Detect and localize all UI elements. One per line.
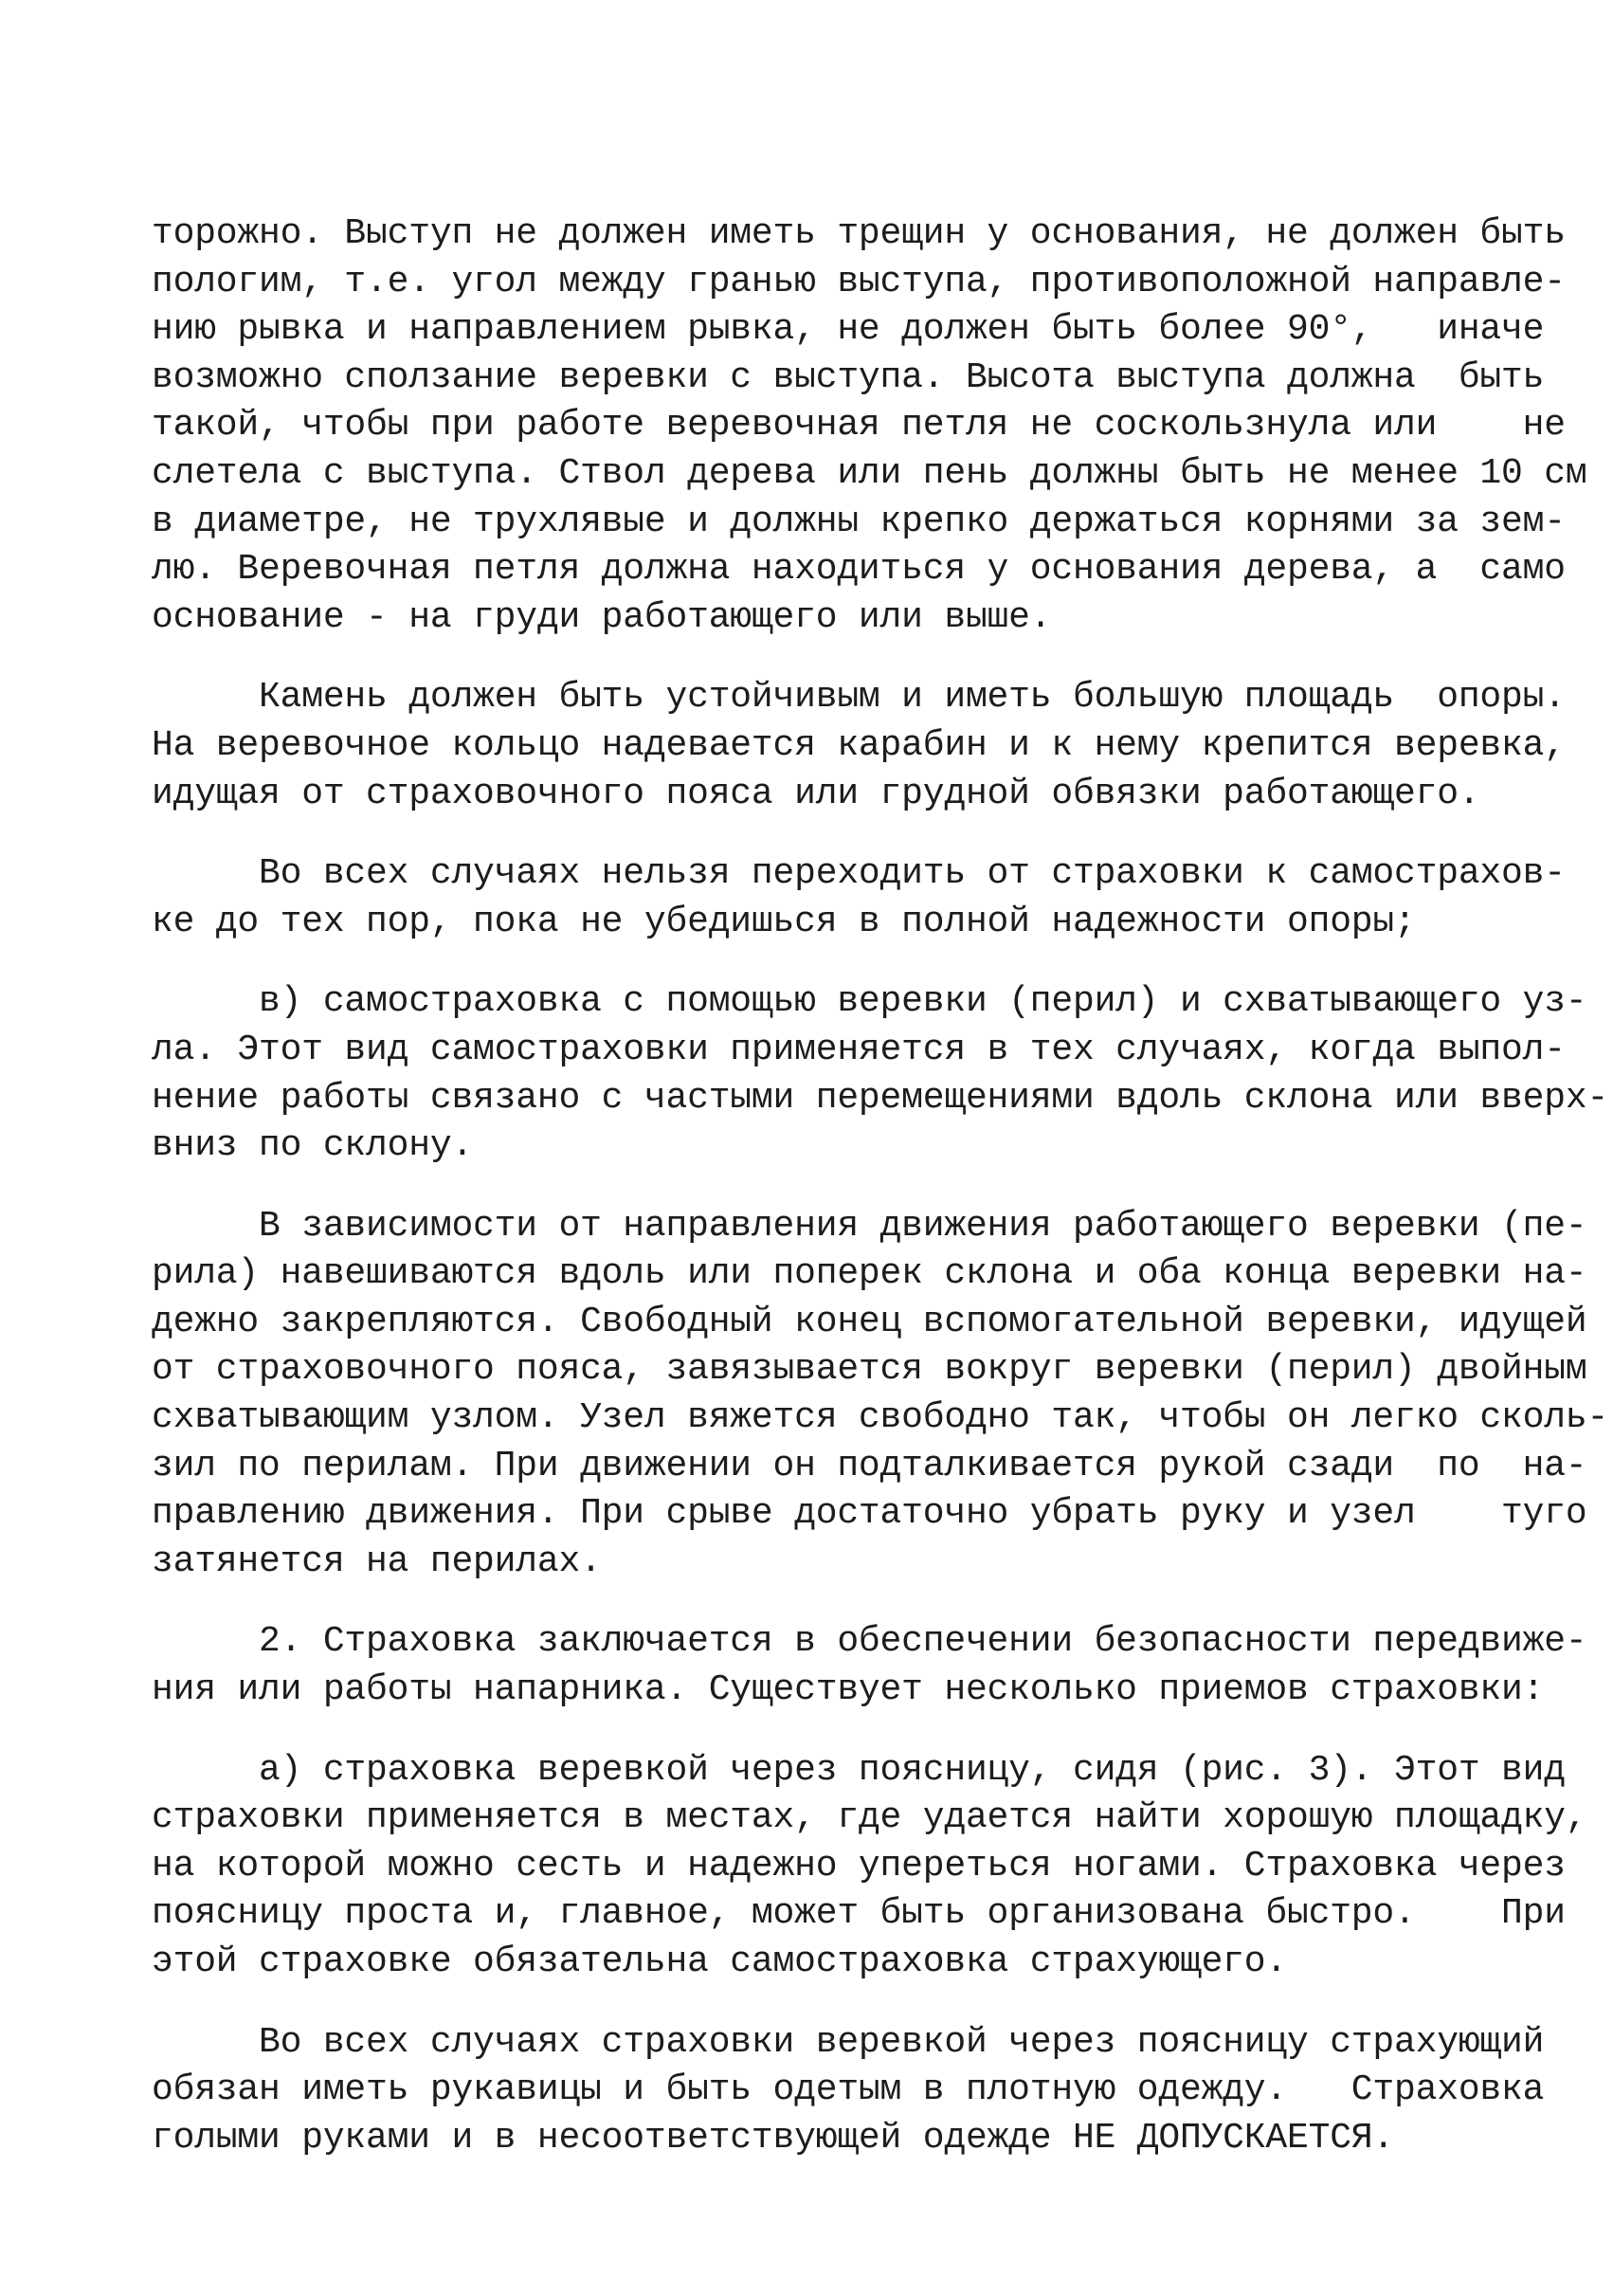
text-line: схватывающим узлом. Узел вяжется свободно так, чтобы он легко сколь- xyxy=(152,1397,1609,1439)
text-line: нию рывка и направлением рывка, не должен быть более 90°, иначе xyxy=(152,309,1545,351)
text-line: основание - на груди работающего или выше. xyxy=(152,596,1052,638)
text-line: рила) навешиваются вдоль или поперек склона и оба конца веревки на- xyxy=(152,1253,1587,1295)
text-line: в диаметре, не трухлявые и должны крепко держаться корнями за зем- xyxy=(152,501,1566,542)
text-line: 2. Страховка заключается в обеспечении безопасности передвиже- xyxy=(152,1621,1587,1663)
text-line: правлению движения. При срыве достаточно убрать руку и узел туго xyxy=(152,1493,1587,1535)
text-line: от страховочного пояса, завязывается вокруг веревки (перил) двойным xyxy=(152,1349,1587,1391)
text-line: ла. Этот вид самостраховки применяется в тех случаях, когда выпол- xyxy=(152,1029,1566,1070)
paragraph-8 xyxy=(152,2019,1545,2163)
text-line: на которой можно сесть и надежно упереться ногами. Страховка через xyxy=(152,1845,1566,1886)
text-line: голыми руками и в несоответствующей одежде НЕ ДОПУСКАЕТСЯ. xyxy=(152,2117,1395,2159)
text-line: В зависимости от направления движения работающего веревки (пе- xyxy=(152,1205,1587,1247)
text-line: в) самостраховка с помощью веревки (перил) и схватывающего уз- xyxy=(152,981,1587,1023)
text-line: страховки применяется в местах, где удается найти хорошую площадку, xyxy=(152,1797,1587,1839)
paragraph-1 xyxy=(152,210,1587,642)
text-line: нение работы связано с частыми перемещениями вдоль склона или вверх- xyxy=(152,1077,1609,1119)
paragraph-7 xyxy=(152,1747,1587,1987)
text-line: На веревочное кольцо надевается карабин и к нему крепится веревка, xyxy=(152,724,1566,766)
paragraph-2 xyxy=(152,674,1566,818)
text-line: слетела с выступа. Ствол дерева или пень должны быть не менее 10 см xyxy=(152,452,1587,494)
text-line: ния или работы напарника. Существует несколько приемов страховки: xyxy=(152,1669,1545,1711)
text-line: Камень должен быть устойчивым и иметь большую площадь опоры. xyxy=(152,677,1566,719)
text-line: ке до тех пор, пока не убедишься в полной надежности опоры; xyxy=(152,901,1416,942)
paragraph-4 xyxy=(152,978,1609,1170)
text-line: идущая от страховочного пояса или грудной обвязки работающего. xyxy=(152,773,1480,814)
text-line: поясницу проста и, главное, может быть организована быстро. При xyxy=(152,1893,1566,1935)
text-line: затянется на перилах. xyxy=(152,1540,602,1582)
text-line: возможно сползание веревки с выступа. Высота выступа должна быть xyxy=(152,356,1545,398)
text-line: Во всех случаях страховки веревкой через поясницу страхующий xyxy=(152,2021,1545,2063)
text-line: этой страховке обязательна самостраховка страхующего. xyxy=(152,1941,1287,1982)
text-line: а) страховка веревкой через поясницу, сидя (рис. 3). Этот вид xyxy=(152,1749,1566,1791)
paragraph-5 xyxy=(152,1203,1609,1587)
text-line: пологим, т.е. угол между гранью выступа, противоположной направле- xyxy=(152,261,1566,302)
paragraph-3 xyxy=(152,850,1566,946)
text-line: зил по перилам. При движении он подталкивается рукой сзади по на- xyxy=(152,1445,1587,1486)
text-line: Во всех случаях нельзя переходить от страховки к самострахов- xyxy=(152,853,1566,895)
text-line: вниз по склону. xyxy=(152,1125,474,1167)
text-line: обязан иметь рукавицы и быть одетым в плотную одежду. Страховка xyxy=(152,2069,1545,2111)
text-line: лю. Веревочная петля должна находиться у основания дерева, а само xyxy=(152,549,1566,591)
document-body xyxy=(152,210,1609,2195)
text-line: торожно. Выступ не должен иметь трещин у основания, не должен быть xyxy=(152,213,1566,254)
text-line: дежно закрепляются. Свободный конец вспомогательной веревки, идущей xyxy=(152,1301,1587,1342)
text-line: такой, чтобы при работе веревочная петля не соскользнула или не xyxy=(152,405,1566,446)
paragraph-6 xyxy=(152,1618,1587,1714)
